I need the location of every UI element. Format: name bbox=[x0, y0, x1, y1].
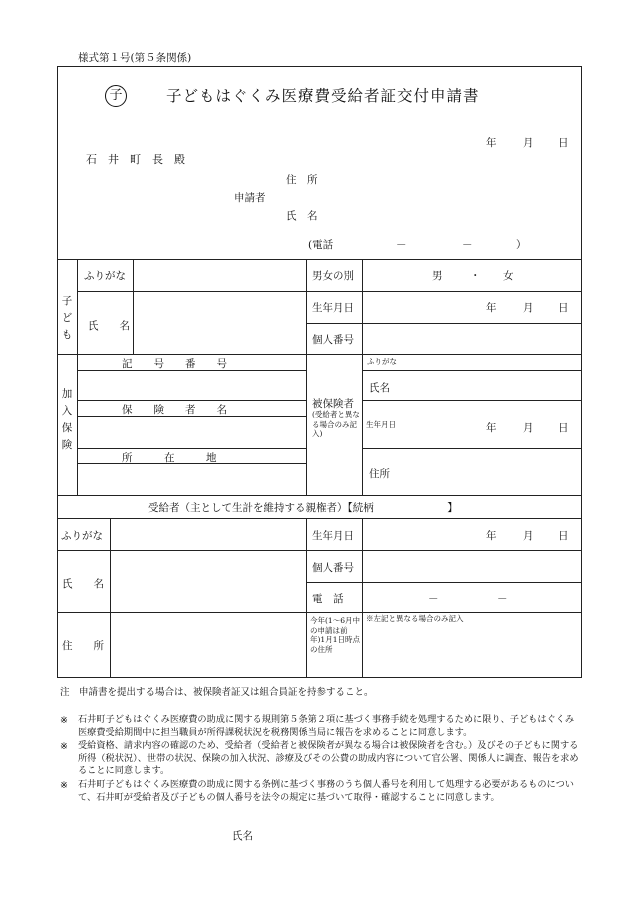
sex-separator: ・ bbox=[470, 270, 481, 282]
consent-mark-3: ※ bbox=[60, 780, 68, 791]
child-name-field[interactable] bbox=[134, 292, 305, 353]
recipient-phone-dash-2: － bbox=[497, 593, 508, 605]
insured-person-note: (受給者と異なる場合のみ記入) bbox=[312, 410, 360, 438]
insured-birth-month[interactable]: 月 bbox=[523, 422, 534, 434]
symbol-number-label: 記 号 番 号 bbox=[122, 358, 227, 370]
applicant-phone-dash-1: － bbox=[396, 239, 407, 251]
recipient-phone-label: 電 話 bbox=[312, 593, 344, 605]
applicant-address-label: 住 所 bbox=[286, 174, 318, 186]
recipient-header: 受給者（主として生計を維持する親権者）【続柄 】 bbox=[148, 502, 458, 514]
insurer-location-field[interactable] bbox=[78, 464, 305, 494]
insured-person-label: 被保険者 bbox=[312, 398, 354, 410]
child-birth-month[interactable]: 月 bbox=[523, 302, 534, 314]
child-birth-year[interactable]: 年 bbox=[486, 302, 497, 314]
applicant-phone-dash-2: － bbox=[462, 239, 473, 251]
insurer-name-field[interactable] bbox=[78, 417, 305, 447]
caution-note: 注 申請書を提出する場合は、被保険者証又は組合員証を持参すること。 bbox=[60, 687, 374, 698]
recipient-furigana-field[interactable] bbox=[111, 519, 305, 549]
child-birth-day[interactable]: 日 bbox=[558, 302, 569, 314]
consent-text-2: 受給資格、請求内容の確認のため、受給者（受給者と被保険者が異なる場合は被保険者を含む。）及びその子どもに関する所得（税状況）、世帯の状況、保険の加入状況、診療及びその公費の助成内容について官公署、関係人に調査、報告を求めることに同意します。 bbox=[78, 740, 579, 776]
recipient-furigana-label: ふりがな bbox=[61, 530, 103, 542]
recipient-birth-day[interactable]: 日 bbox=[558, 530, 569, 542]
insured-birth-year[interactable]: 年 bbox=[486, 422, 497, 434]
applicant-label: 申請者 bbox=[234, 192, 266, 204]
insured-name-label: 氏名 bbox=[369, 382, 390, 394]
recipient-id-field[interactable] bbox=[363, 551, 581, 581]
title-mark: 子 bbox=[105, 85, 127, 107]
recipient-id-label: 個人番号 bbox=[312, 562, 354, 574]
applicant-name-label: 氏 名 bbox=[286, 210, 318, 222]
recipient-name-label: 氏 名 bbox=[62, 578, 104, 590]
child-furigana-label: ふりがな bbox=[84, 270, 126, 282]
recipient-phone-dash-1: － bbox=[428, 593, 439, 605]
insured-birth-label: 生年月日 bbox=[366, 420, 396, 429]
child-birth-label: 生年月日 bbox=[312, 302, 354, 314]
insured-furigana-label: ふりがな bbox=[367, 357, 397, 366]
applicant-phone-label: (電話 bbox=[308, 239, 334, 251]
child-furigana-field[interactable] bbox=[134, 260, 305, 290]
recipient-birth-year[interactable]: 年 bbox=[486, 530, 497, 542]
address-period-note: 今年(1～6月中の申請は前年)1月1日時点の住所 bbox=[310, 616, 360, 654]
date-year[interactable]: 年 bbox=[486, 137, 497, 149]
insurance-section-label: 加入保険 bbox=[61, 388, 73, 451]
insurer-name-label: 保 険 者 名 bbox=[122, 404, 227, 416]
recipient-name-field[interactable] bbox=[111, 551, 305, 611]
child-id-label: 個人番号 bbox=[312, 334, 354, 346]
signature-field[interactable] bbox=[260, 822, 460, 844]
consent-text-1: 石井町子どもはぐくみ医療費の助成に関する規則第５条第２項に基づく事務手続を処理するために限り、子どもはぐくみ医療費受給期間中に担当職員が所得課税状況を税務関係当局に報告を求めることに同意します。 bbox=[78, 714, 575, 738]
sex-male-option[interactable]: 男 bbox=[432, 270, 443, 282]
recipient-birth-month[interactable]: 月 bbox=[523, 530, 534, 542]
recipient-address-alt-field[interactable] bbox=[363, 626, 581, 676]
applicant-phone-close: ） bbox=[516, 239, 527, 251]
recipient-address-label: 住 所 bbox=[62, 640, 104, 652]
insured-birth-day[interactable]: 日 bbox=[558, 422, 569, 434]
address-difference-note: ※左記と異なる場合のみ記入 bbox=[366, 614, 464, 623]
child-sex-label: 男女の別 bbox=[312, 270, 354, 282]
insured-address-label: 住所 bbox=[369, 468, 390, 480]
addressee: 石 井 町 長 殿 bbox=[86, 153, 185, 166]
sex-female-option[interactable]: 女 bbox=[503, 270, 514, 282]
consent-text-3: 石井町子どもはぐくみ医療費の助成に関する条例に基づく事務のうち個人番号を利用して処理する必要があるものについて、石井町が受給者及び子どもの個人番号を法令の規定に基づいて取得・確認することに同意します。 bbox=[78, 779, 574, 803]
consent-mark-1: ※ bbox=[60, 715, 68, 726]
date-month[interactable]: 月 bbox=[523, 137, 534, 149]
form-number: 様式第１号(第５条関係) bbox=[78, 52, 192, 64]
consent-mark-2: ※ bbox=[60, 741, 68, 752]
recipient-address-field[interactable] bbox=[111, 613, 305, 677]
date-day[interactable]: 日 bbox=[558, 137, 569, 149]
recipient-birth-label: 生年月日 bbox=[312, 530, 354, 542]
child-id-field[interactable] bbox=[363, 324, 581, 353]
signature-label: 氏名 bbox=[232, 830, 253, 842]
form-title: 子どもはぐくみ医療費受給者証交付申請書 bbox=[166, 87, 480, 105]
child-name-label: 氏 名 bbox=[88, 320, 130, 332]
symbol-number-field[interactable] bbox=[78, 371, 305, 399]
child-section-label: 子ども bbox=[61, 295, 73, 341]
insurer-location-label: 所 在 地 bbox=[122, 452, 217, 464]
